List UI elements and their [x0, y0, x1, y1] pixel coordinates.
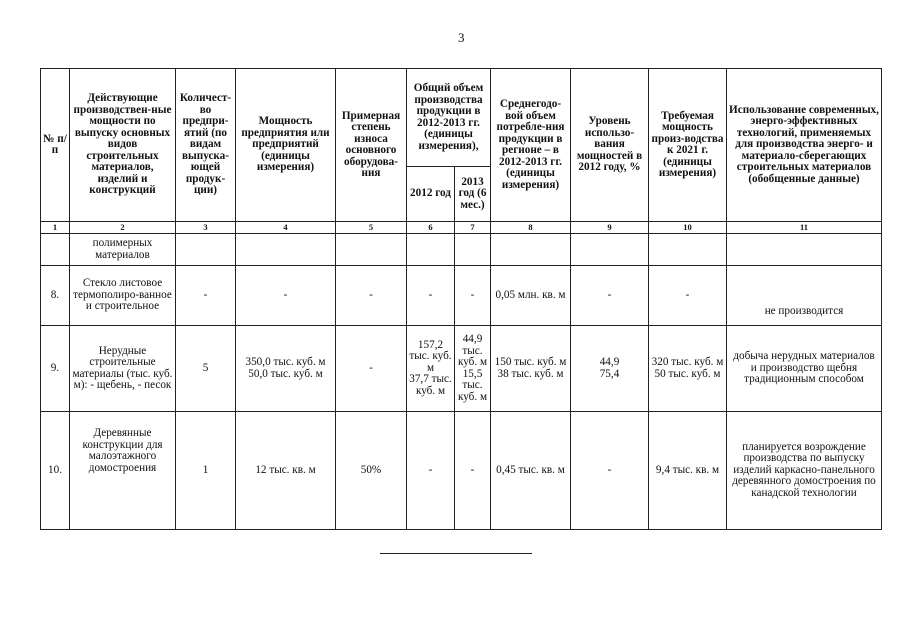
header-production-volume: Общий объем производства продукции в 2012-2013 гг. (единицы измерения),	[407, 69, 491, 167]
cell-required: -	[649, 266, 727, 326]
header-usage-level: Уровень использо-вания мощностей в 2012 году, %	[571, 69, 649, 222]
required-crushed-stone: 320 тыс. куб. м	[651, 356, 724, 368]
header-consumption: Среднегодо-вой объем потребле-ния продукции в регионе – в 2012-2013 гг. (единицы измерения)	[491, 69, 571, 222]
footnote-separator	[380, 553, 532, 554]
column-number: 9	[571, 222, 649, 234]
header-facilities: Действующие производствен-ные мощности по выпуску основных видов строительных материалов, изделий и конструкций	[70, 69, 176, 222]
cell-technology: не производится	[727, 266, 882, 326]
header-required-capacity: Требуемая мощность произ-водства к 2021 г. (единицы измерения)	[649, 69, 727, 222]
consumption-crushed-stone: 150 тыс. куб. м	[494, 356, 567, 368]
capacity-sand: 50,0 тыс. куб. м	[248, 367, 323, 380]
cell-name: полимерных материалов	[70, 234, 176, 266]
header-wear: Примерная степень износа основного оборудова-ния	[336, 69, 407, 222]
cell-empty	[649, 234, 727, 266]
cell-capacity: -	[236, 266, 336, 326]
volume-2013-crushed-stone: 44,9 тыс. куб. м	[457, 333, 488, 368]
cell-empty	[336, 234, 407, 266]
volume-2012-crushed-stone: 157,2 тыс. куб. м	[409, 338, 452, 374]
cell-num: 10.	[41, 412, 70, 530]
cell-consumption	[491, 326, 571, 412]
cell-consumption: 0,45 тыс. кв. м	[491, 412, 571, 530]
materials-table	[40, 68, 882, 530]
cell-2012	[407, 326, 455, 412]
cell-2013: -	[455, 266, 491, 326]
cell-usage: -	[571, 412, 649, 530]
cell-consumption: 0,05 млн. кв. м	[491, 266, 571, 326]
cell-num	[41, 234, 70, 266]
cell-capacity: 12 тыс. кв. м	[236, 412, 336, 530]
column-number: 3	[176, 222, 236, 234]
table-row	[41, 266, 882, 326]
cell-empty	[176, 234, 236, 266]
cell-count: 1	[176, 412, 236, 530]
cell-technology: добыча нерудных материалов и производство щебня традиционным способом	[727, 326, 882, 412]
header-capacity: Мощность предприятия или предприятий (единицы измерения)	[236, 69, 336, 222]
cell-2012: -	[407, 412, 455, 530]
cell-empty	[407, 234, 455, 266]
header-year-2012: 2012 год	[407, 167, 455, 222]
column-number: 6	[407, 222, 455, 234]
cell-2013: -	[455, 412, 491, 530]
header-technologies: Использование современных, энерго-эффективных технологий, применяемых для производства энерго- и материало-сберегающих строительных материалов (обобщенные данные)	[727, 69, 882, 222]
column-number: 1	[41, 222, 70, 234]
cell-2012: -	[407, 266, 455, 326]
column-number: 8	[491, 222, 571, 234]
required-sand: 50 тыс. куб. м	[654, 367, 721, 380]
column-number: 2	[70, 222, 176, 234]
column-number: 11	[727, 222, 882, 234]
cell-2013	[455, 326, 491, 412]
cell-name: Деревянные конструкции для малоэтажного домостроения	[70, 412, 176, 530]
cell-technology: планируется возрождение производства по выпуску изделий каркасно-панельного деревянного домостроения по канадской технологии	[727, 412, 882, 530]
cell-usage: -	[571, 266, 649, 326]
cell-usage	[571, 326, 649, 412]
cell-count: -	[176, 266, 236, 326]
table-row	[41, 412, 882, 530]
cell-required	[649, 326, 727, 412]
cell-wear: -	[336, 326, 407, 412]
cell-name: Нерудные строительные материалы (тыс. куб. м): - щебень, - песок	[70, 326, 176, 412]
cell-num: 8.	[41, 266, 70, 326]
column-number: 7	[455, 222, 491, 234]
usage-sand: 75,4	[599, 367, 620, 380]
column-number: 10	[649, 222, 727, 234]
cell-empty	[455, 234, 491, 266]
table-row	[41, 326, 882, 412]
cell-capacity	[236, 326, 336, 412]
volume-2013-sand: 15,5 тыс. куб. м	[457, 367, 488, 403]
volume-2012-sand: 37,7 тыс. куб. м	[409, 373, 452, 397]
capacity-crushed-stone: 350,0 тыс. куб. м	[245, 356, 326, 368]
header-enterprise-count: Количест-во предпри-ятий (по видам выпуска-ющей продук-ции)	[176, 69, 236, 222]
cell-empty	[727, 234, 882, 266]
column-number: 4	[236, 222, 336, 234]
cell-wear: -	[336, 266, 407, 326]
cell-count: 5	[176, 326, 236, 412]
cell-empty	[571, 234, 649, 266]
cell-wear: 50%	[336, 412, 407, 530]
cell-empty	[236, 234, 336, 266]
page-number: 3	[458, 30, 465, 45]
cell-empty	[491, 234, 571, 266]
cell-required: 9,4 тыс. кв. м	[649, 412, 727, 530]
header-num: № п/п	[41, 69, 70, 222]
cell-name: Стекло листовое термополиро-ванное и строительное	[70, 266, 176, 326]
usage-crushed-stone: 44,9	[599, 356, 620, 368]
header-year-2013: 2013 год (6 мес.)	[455, 167, 491, 222]
consumption-sand: 38 тыс. куб. м	[497, 367, 564, 380]
table-row	[41, 234, 882, 266]
column-number: 5	[336, 222, 407, 234]
cell-num: 9.	[41, 326, 70, 412]
